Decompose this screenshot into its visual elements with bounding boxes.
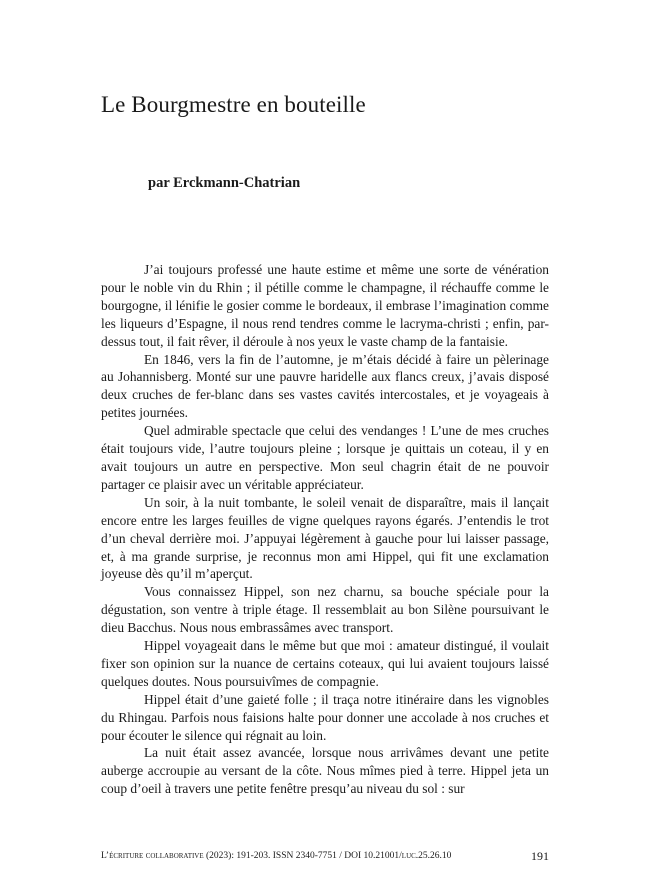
page-number: 191 (531, 849, 549, 863)
body-paragraph: Quel admirable spectacle que celui des vendanges ! L’une de mes cruches était toujours vide, l’autre toujours pleine ; lorsque je quittais un coteau, il y en avait toujours un autre en perspective. Mon seul chagrin était de ne pouvoir partager ce plaisir avec un véritable appréciateur. (101, 423, 549, 492)
body-paragraph: La nuit était assez avancée, lorsque nous arrivâmes devant une petite auberge accroupie au versant de la côte. Nous mîmes pied à terre. Hippel jeta un coup d’oeil à travers une petite fenêtre presqu’au niveau du sol : sur (101, 745, 549, 797)
body-paragraph: Un soir, à la nuit tombante, le soleil venait de disparaître, mais il lançait encore entre les larges feuilles de vigne quelques rayons égarés. J’entendis le trot d’un cheval derrière moi. J’appuyai légèrement à gauche pour lui laisser passage, et, à ma grande surprise, je reconnus mon ami Hippel, qui fit une exclamation joyeuse dès qu’il m’aperçut. (101, 494, 549, 582)
article-title: Le Bourgmestre en bouteille (101, 92, 366, 117)
body-paragraph: En 1846, vers la fin de l’automne, je m’étais décidé à faire un pèlerinage au Johannisberg. Monté sur une pauvre haridelle aux flancs creux, j’avais disposé deux cruches de fer-blanc dans ses vastes cavités intercostales, et je voyageais à petites journées. (101, 351, 549, 421)
footer-citation: L’écriture collaborative (2023): 191-203. ISSN 2340-7751 / DOI 10.21001/luc.25.26.10 (101, 851, 452, 861)
page-footer (101, 849, 549, 865)
body-paragraph: Hippel était d’une gaieté folle ; il traça notre itinéraire dans les vignobles du Rhingau. Parfois nous faisions halte pour donner une accolade à nos cruches et pour écouter le silence qui régnait au loin. (101, 691, 549, 743)
body-paragraph: Vous connaissez Hippel, son nez charnu, sa bouche spéciale pour la dégustation, son ventre à triple étage. Il ressemblait au bon Silène poursuivant le dieu Bacchus. Nous nous embrassâmes avec transport. (101, 584, 549, 636)
body-paragraph: J’ai toujours professé une haute estime et même une sorte de vénération pour le noble vin du Rhin ; il pétille comme le champagne, il réchauffe comme le bourgogne, il lénifie le gosier comme le bordeaux, il embrase l’imagination comme les liqueurs d’Espagne, il nous rend tendres comme le lacryma-christi ; enfin, par-dessus tout, il fait rêver, il déroule à nos yeux le vaste champ de la fantaisie. (101, 262, 549, 349)
body-paragraph: Hippel voyageait dans le même but que moi : amateur distingué, il voulait fixer son opinion sur la nuance de certains coteaux, qui lui avaient toujours laissé quelques doutes. Nous poursuivîmes de compagnie. (101, 638, 549, 689)
article-author: par Erckmann-Chatrian (148, 175, 301, 191)
article-body (101, 261, 549, 798)
